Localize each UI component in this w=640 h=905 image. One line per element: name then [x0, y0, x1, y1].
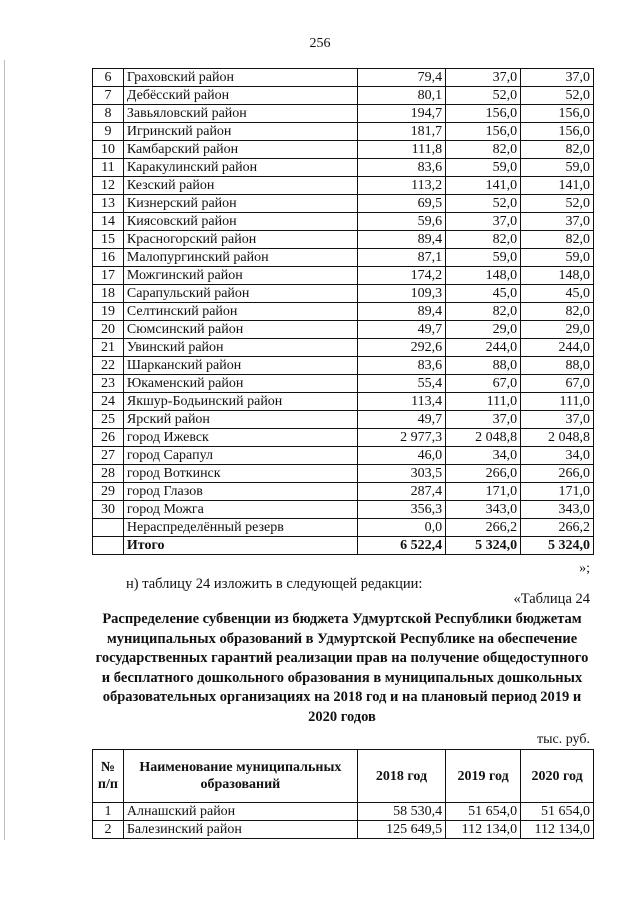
- cell-value-2018: 113,2: [357, 177, 445, 195]
- cell-name: Можгинский район: [123, 267, 357, 285]
- cell-value-2018: 181,7: [357, 123, 445, 141]
- cell-value-2018: 49,7: [357, 411, 445, 429]
- cell-value-2019: 37,0: [446, 411, 521, 429]
- cell-num: 15: [93, 231, 124, 249]
- cell-value-2020: 112 134,0: [521, 821, 594, 839]
- table-row: [93, 803, 594, 821]
- cell-value-2018: 292,6: [357, 339, 445, 357]
- cell-value-2018: 111,8: [357, 141, 445, 159]
- header-name: Наименование муниципальных образований: [123, 750, 357, 803]
- cell-value-2020: 82,0: [521, 141, 594, 159]
- table-label: «Таблица 24: [513, 591, 590, 607]
- cell-value-2019: 112 134,0: [446, 821, 521, 839]
- cell-value-2019: 82,0: [446, 303, 521, 321]
- cell-value-2018: 87,1: [357, 249, 445, 267]
- table-row: [93, 285, 594, 303]
- cell-name: Якшур-Бодьинский район: [123, 393, 357, 411]
- cell-value-2019: 29,0: [446, 321, 521, 339]
- cell-value-2018: 55,4: [357, 375, 445, 393]
- table-row: [93, 249, 594, 267]
- cell-num: 7: [93, 87, 124, 105]
- cell-value-2020: 2 048,8: [521, 429, 594, 447]
- cell-value-2020: 171,0: [521, 483, 594, 501]
- cell-name: город Можга: [123, 501, 357, 519]
- table-24-body: [93, 803, 594, 839]
- table-row: [93, 141, 594, 159]
- cell-value-2018: 109,3: [357, 285, 445, 303]
- cell-name: Каракулинский район: [123, 159, 357, 177]
- cell-name: город Глазов: [123, 483, 357, 501]
- cell-num: 17: [93, 267, 124, 285]
- cell-value-2019: 266,0: [446, 465, 521, 483]
- cell-name: Юкаменский район: [123, 375, 357, 393]
- cell-value-2019: 343,0: [446, 501, 521, 519]
- cell-value-2018: 79,4: [357, 69, 445, 87]
- cell-value-2019: 59,0: [446, 159, 521, 177]
- cell-value-2019: 82,0: [446, 141, 521, 159]
- table-row: [93, 87, 594, 105]
- cell-value-2019: 111,0: [446, 393, 521, 411]
- cell-value-2018: 69,5: [357, 195, 445, 213]
- cell-num: 26: [93, 429, 124, 447]
- cell-num: 23: [93, 375, 124, 393]
- cell-name: Кизнерский район: [123, 195, 357, 213]
- cell-value-2020: 82,0: [521, 303, 594, 321]
- cell-value-2019: 2 048,8: [446, 429, 521, 447]
- table-row: [93, 519, 594, 537]
- cell-value-2020: 5 324,0: [521, 537, 594, 555]
- cell-value-2020: 59,0: [521, 159, 594, 177]
- cell-value-2019: 37,0: [446, 213, 521, 231]
- cell-name: Малопургинский район: [123, 249, 357, 267]
- header-num: № п/п: [93, 750, 124, 803]
- table-row: [93, 821, 594, 839]
- cell-name: Сарапульский район: [123, 285, 357, 303]
- cell-value-2018: 46,0: [357, 447, 445, 465]
- cell-value-2019: 148,0: [446, 267, 521, 285]
- closing-quote: »;: [579, 561, 590, 576]
- cell-value-2018: 113,4: [357, 393, 445, 411]
- cell-value-2018: 80,1: [357, 87, 445, 105]
- table-row: [93, 411, 594, 429]
- table-row: [93, 447, 594, 465]
- cell-value-2019: 59,0: [446, 249, 521, 267]
- units-label: тыс. руб.: [537, 732, 590, 747]
- cell-value-2019: 45,0: [446, 285, 521, 303]
- cell-value-2019: 82,0: [446, 231, 521, 249]
- table-row: [93, 501, 594, 519]
- cell-num: 8: [93, 105, 124, 123]
- cell-value-2018: 174,2: [357, 267, 445, 285]
- cell-name: Итого: [123, 537, 357, 555]
- page-number: 256: [309, 36, 331, 51]
- cell-value-2018: 303,5: [357, 465, 445, 483]
- cell-name: Игринский район: [123, 123, 357, 141]
- subsidy-table-body: [93, 69, 594, 555]
- table-row: [93, 231, 594, 249]
- cell-num: 14: [93, 213, 124, 231]
- table-row: [93, 429, 594, 447]
- cell-num: 10: [93, 141, 124, 159]
- cell-name: город Сарапул: [123, 447, 357, 465]
- cell-num: 30: [93, 501, 124, 519]
- cell-value-2020: 37,0: [521, 213, 594, 231]
- cell-name: Балезинский район: [123, 821, 357, 839]
- cell-num: [93, 537, 124, 555]
- table-row: [93, 69, 594, 87]
- table-row: [93, 303, 594, 321]
- cell-name: Шарканский район: [123, 357, 357, 375]
- cell-value-2020: 29,0: [521, 321, 594, 339]
- cell-value-2020: 52,0: [521, 87, 594, 105]
- cell-value-2019: 266,2: [446, 519, 521, 537]
- cell-name: Алнашский район: [123, 803, 357, 821]
- cell-name: Сюмсинский район: [123, 321, 357, 339]
- cell-name: Граховский район: [123, 69, 357, 87]
- cell-value-2020: 244,0: [521, 339, 594, 357]
- table-row: [93, 177, 594, 195]
- cell-value-2020: 67,0: [521, 375, 594, 393]
- table-row: [93, 159, 594, 177]
- cell-value-2019: 156,0: [446, 105, 521, 123]
- table-header-row: [93, 750, 594, 803]
- cell-value-2019: 67,0: [446, 375, 521, 393]
- cell-value-2018: 58 530,4: [357, 803, 445, 821]
- table-row: [93, 375, 594, 393]
- cell-num: 1: [93, 803, 124, 821]
- cell-num: 20: [93, 321, 124, 339]
- table-row: [93, 357, 594, 375]
- total-row: [93, 537, 594, 555]
- cell-value-2018: 125 649,5: [357, 821, 445, 839]
- cell-value-2018: 356,3: [357, 501, 445, 519]
- cell-num: 22: [93, 357, 124, 375]
- cell-num: 21: [93, 339, 124, 357]
- cell-value-2020: 156,0: [521, 105, 594, 123]
- amendment-instruction: н) таблицу 24 изложить в следующей редакции:: [126, 576, 423, 592]
- cell-num: 27: [93, 447, 124, 465]
- cell-value-2019: 34,0: [446, 447, 521, 465]
- cell-value-2019: 52,0: [446, 87, 521, 105]
- cell-num: 6: [93, 69, 124, 87]
- cell-value-2020: 37,0: [521, 411, 594, 429]
- cell-value-2019: 141,0: [446, 177, 521, 195]
- header-2019: 2019 год: [446, 750, 521, 803]
- cell-value-2020: 34,0: [521, 447, 594, 465]
- cell-value-2019: 51 654,0: [446, 803, 521, 821]
- cell-value-2018: 49,7: [357, 321, 445, 339]
- cell-value-2019: 88,0: [446, 357, 521, 375]
- cell-value-2020: 266,2: [521, 519, 594, 537]
- cell-name: Ярский район: [123, 411, 357, 429]
- cell-value-2020: 51 654,0: [521, 803, 594, 821]
- table-row: [93, 465, 594, 483]
- table-row: [93, 321, 594, 339]
- cell-num: 13: [93, 195, 124, 213]
- cell-value-2018: 2 977,3: [357, 429, 445, 447]
- table-24: [92, 749, 594, 839]
- cell-value-2018: 6 522,4: [357, 537, 445, 555]
- cell-value-2019: 244,0: [446, 339, 521, 357]
- cell-name: город Ижевск: [123, 429, 357, 447]
- cell-num: [93, 519, 124, 537]
- cell-value-2018: 89,4: [357, 231, 445, 249]
- cell-num: 18: [93, 285, 124, 303]
- cell-value-2020: 37,0: [521, 69, 594, 87]
- cell-value-2020: 88,0: [521, 357, 594, 375]
- cell-num: 29: [93, 483, 124, 501]
- table-title: Распределение субвенции из бюджета Удмуртской Республики бюджетам муниципальных образований в Удмуртской Республике на обеспечение государственных гарантий реализации прав на получение общедоступного и бесплатного дошкольного образования в муниципальных дошкольных образовательных организациях на 2018 год и на плановый период 2019 и 2020 годов: [95, 611, 589, 725]
- header-2020: 2020 год: [521, 750, 594, 803]
- header-2018: 2018 год: [357, 750, 445, 803]
- cell-value-2020: 156,0: [521, 123, 594, 141]
- cell-name: Красногорский район: [123, 231, 357, 249]
- subsidy-table-continued: [92, 68, 594, 555]
- cell-value-2020: 52,0: [521, 195, 594, 213]
- cell-value-2019: 52,0: [446, 195, 521, 213]
- cell-value-2020: 59,0: [521, 249, 594, 267]
- table-row: [93, 339, 594, 357]
- cell-name: город Воткинск: [123, 465, 357, 483]
- cell-name: Киясовский район: [123, 213, 357, 231]
- cell-value-2020: 141,0: [521, 177, 594, 195]
- cell-value-2018: 89,4: [357, 303, 445, 321]
- cell-name: Селтинский район: [123, 303, 357, 321]
- cell-num: 19: [93, 303, 124, 321]
- cell-value-2020: 45,0: [521, 285, 594, 303]
- cell-name: Завьяловский район: [123, 105, 357, 123]
- cell-num: 16: [93, 249, 124, 267]
- cell-value-2018: 83,6: [357, 357, 445, 375]
- cell-num: 24: [93, 393, 124, 411]
- cell-num: 12: [93, 177, 124, 195]
- cell-value-2020: 266,0: [521, 465, 594, 483]
- cell-name: Нераспределённый резерв: [123, 519, 357, 537]
- cell-name: Камбарский район: [123, 141, 357, 159]
- cell-num: 9: [93, 123, 124, 141]
- cell-value-2020: 111,0: [521, 393, 594, 411]
- table-row: [93, 393, 594, 411]
- cell-name: Увинский район: [123, 339, 357, 357]
- cell-value-2018: 287,4: [357, 483, 445, 501]
- table-row: [93, 483, 594, 501]
- table-row: [93, 195, 594, 213]
- cell-value-2018: 83,6: [357, 159, 445, 177]
- cell-num: 28: [93, 465, 124, 483]
- cell-name: Дебёсский район: [123, 87, 357, 105]
- cell-value-2018: 59,6: [357, 213, 445, 231]
- cell-value-2020: 148,0: [521, 267, 594, 285]
- cell-value-2019: 171,0: [446, 483, 521, 501]
- cell-value-2019: 156,0: [446, 123, 521, 141]
- cell-value-2018: 0,0: [357, 519, 445, 537]
- table-row: [93, 213, 594, 231]
- cell-num: 25: [93, 411, 124, 429]
- cell-value-2019: 37,0: [446, 69, 521, 87]
- cell-value-2020: 82,0: [521, 231, 594, 249]
- cell-value-2018: 194,7: [357, 105, 445, 123]
- cell-name: Кезский район: [123, 177, 357, 195]
- table-row: [93, 123, 594, 141]
- scan-edge-mark: [4, 60, 5, 840]
- table-row: [93, 105, 594, 123]
- table-row: [93, 267, 594, 285]
- cell-value-2019: 5 324,0: [446, 537, 521, 555]
- cell-num: 11: [93, 159, 124, 177]
- cell-value-2020: 343,0: [521, 501, 594, 519]
- cell-num: 2: [93, 821, 124, 839]
